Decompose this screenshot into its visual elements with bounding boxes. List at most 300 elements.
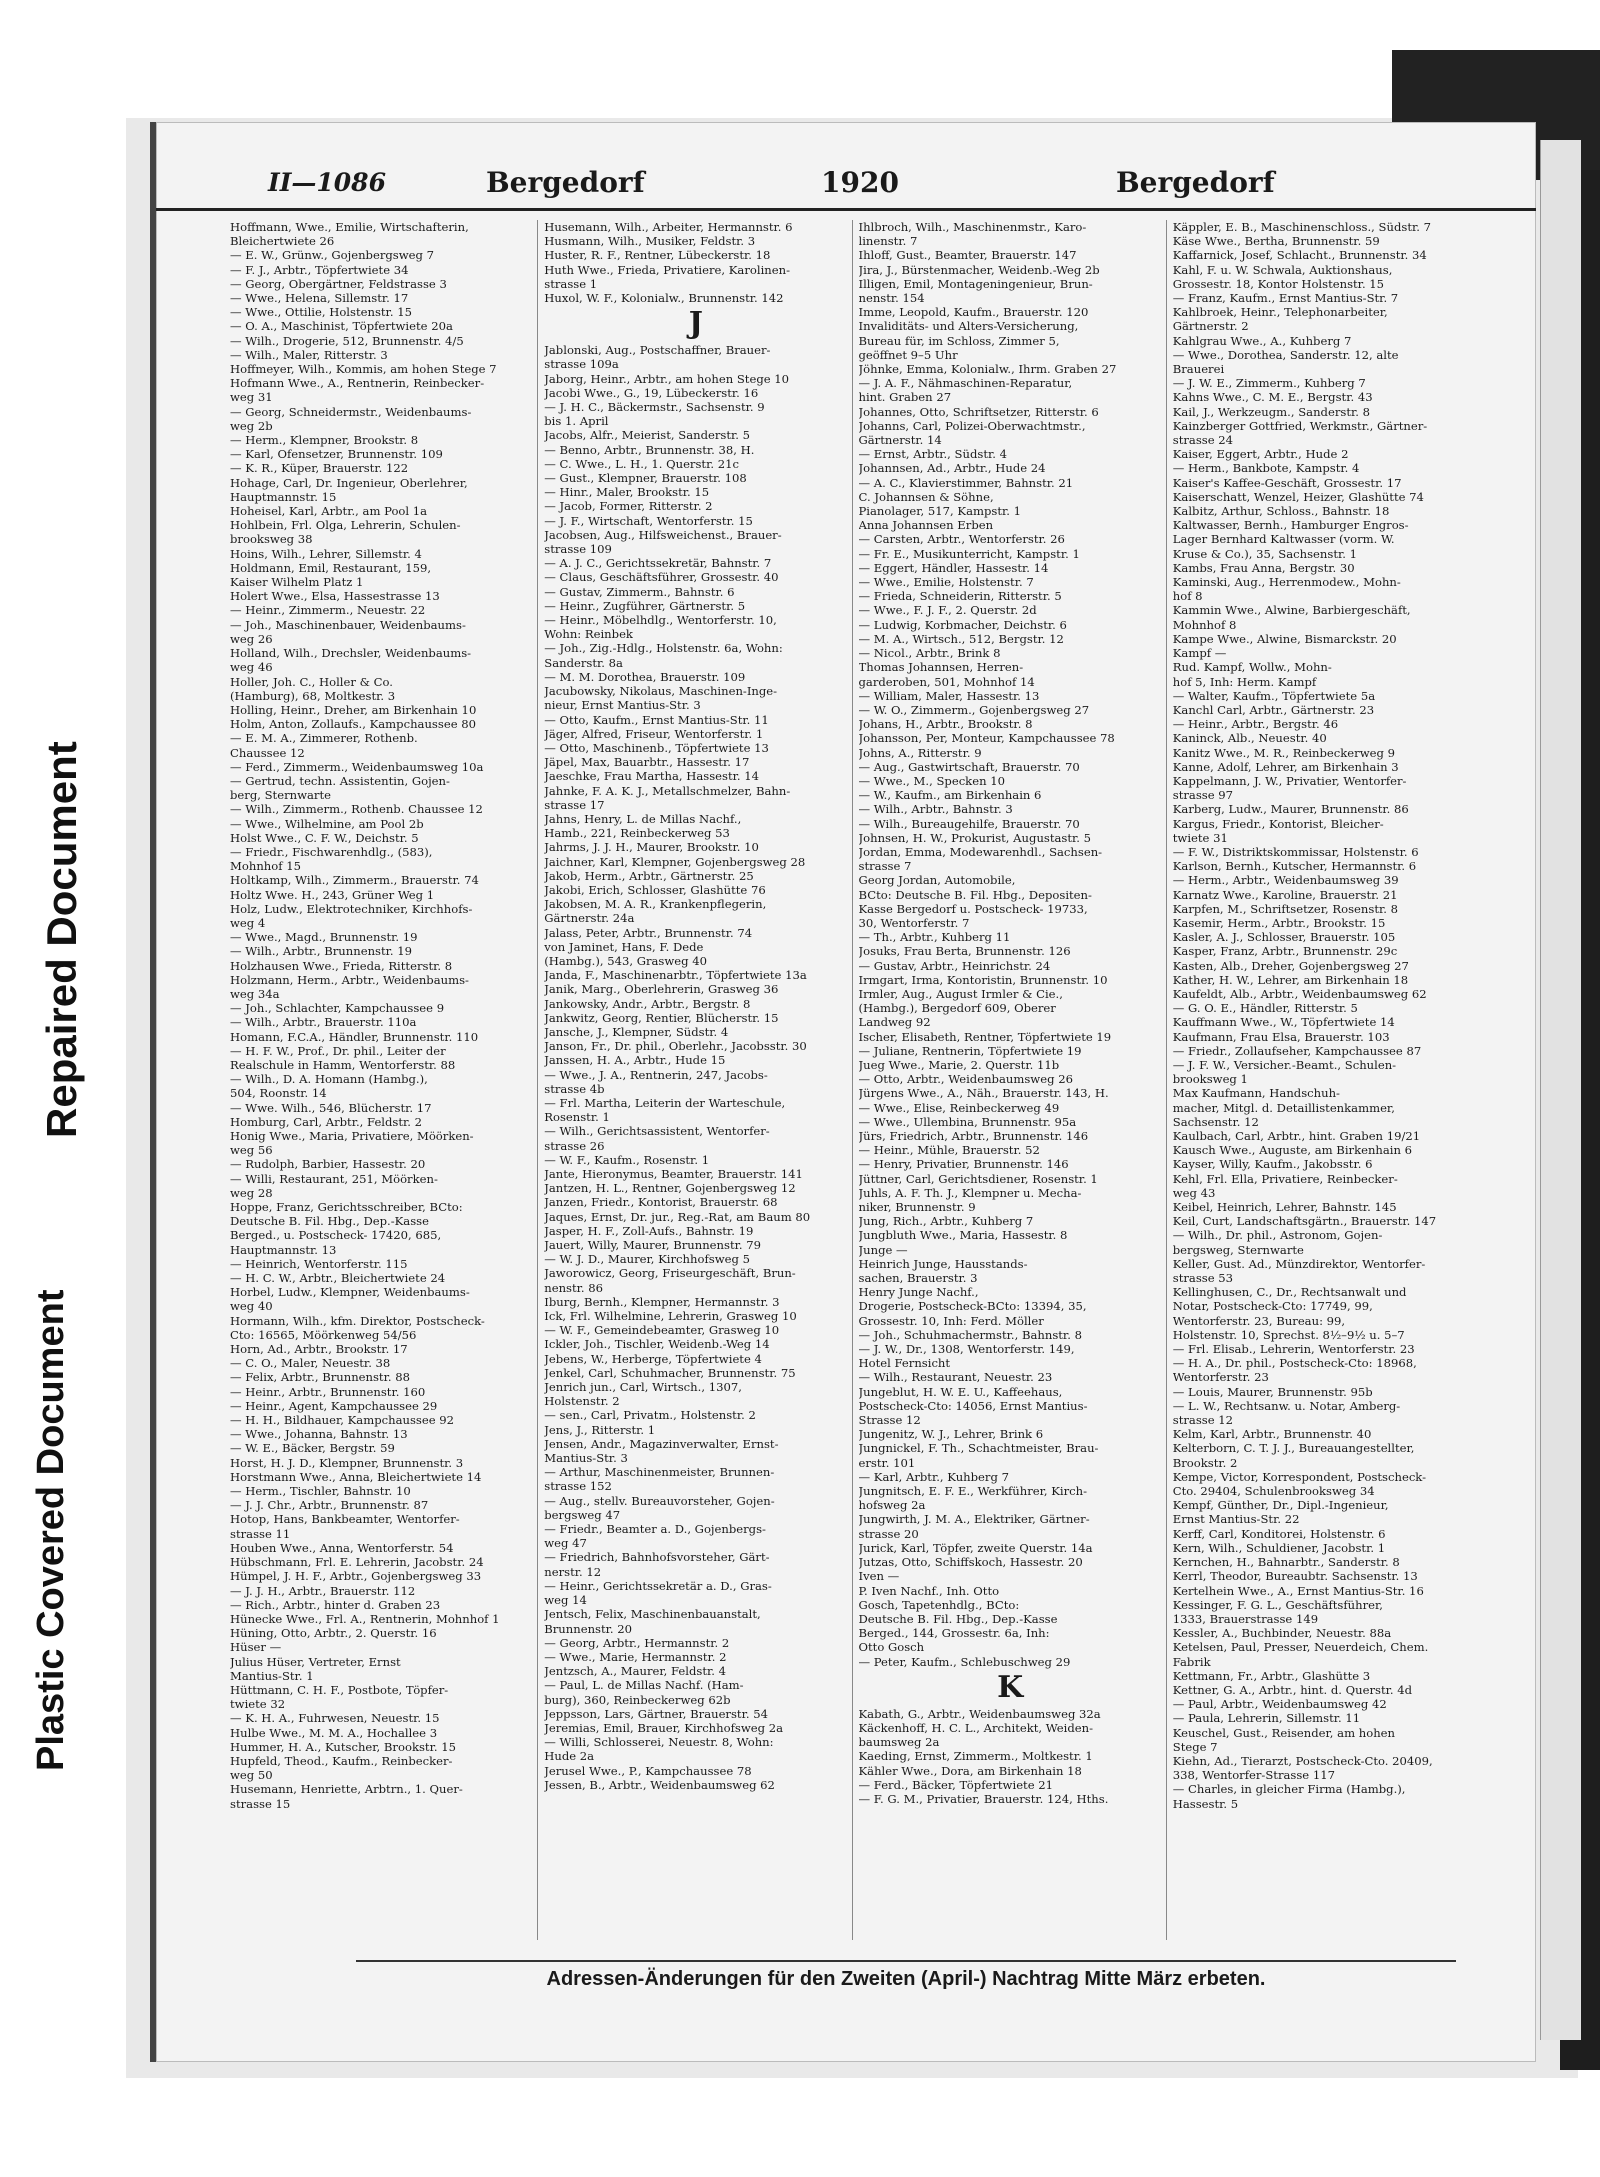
directory-entry: — L. W., Rechtsanw. u. Notar, Amberg- <box>1172 1398 1401 1413</box>
directory-entry: — M. A., Wirtsch., 512, Bergstr. 12 <box>858 631 1064 646</box>
directory-entry: Gosch, Tapetenhdlg., BCto: <box>858 1597 1020 1612</box>
directory-entry: Mantius-Str. 3 <box>544 1451 628 1466</box>
directory-entry: Kaffarnick, Josef, Schlacht., Brunnenstr. 34 <box>1172 248 1427 263</box>
directory-entry: Jenkel, Carl, Schuhmacher, Brunnenstr. 75 <box>544 1365 796 1380</box>
directory-entry: erstr. 101 <box>858 1455 916 1470</box>
directory-entry: Jacobsen, Aug., Hilfsweichenst., Brauer- <box>544 527 782 542</box>
directory-entry: — C. Wwe., L. H., 1. Querstr. 21c <box>544 456 739 471</box>
directory-entry: Kellinghusen, C., Dr., Rechtsanwalt und <box>1172 1285 1407 1300</box>
directory-entry: — H. C. W., Arbtr., Bleichertwiete 24 <box>230 1271 446 1286</box>
directory-entry: Kempf, Günther, Dr., Dipl.-Ingenieur, <box>1172 1498 1389 1513</box>
directory-entry: hofsweg 2a <box>858 1498 926 1513</box>
directory-entry: Mantius-Str. 1 <box>230 1668 314 1683</box>
directory-entry: Gärtnerstr. 2 <box>1172 319 1249 334</box>
column-3-lower <box>859 1707 1162 1806</box>
directory-entry: weg 28 <box>230 1185 273 1200</box>
directory-entry: — F. W., Distriktskommissar, Holstenstr. 6 <box>1172 844 1419 859</box>
directory-entry: Honig Wwe., Maria, Privatiere, Möörken- <box>230 1129 474 1143</box>
directory-entry: Hoins, Wilh., Lehrer, Sillemstr. 4 <box>230 546 422 561</box>
directory-entry: Homann, F.C.A., Händler, Brunnenstr. 110 <box>230 1029 479 1044</box>
directory-entry: — William, Maler, Hassestr. 13 <box>858 688 1040 703</box>
directory-entry: Berged., u. Postscheck- 17420, 685, <box>230 1228 442 1243</box>
directory-entry: Jahns, Henry, L. de Millas Nachf., <box>544 811 742 826</box>
directory-entry: weg 34a <box>230 986 280 1001</box>
directory-entry: Jungwirth, J. M. A., Elektriker, Gärtner- <box>858 1512 1090 1527</box>
directory-entry: — Aug., Gastwirtschaft, Brauerstr. 70 <box>858 759 1080 774</box>
directory-entry: Jeremias, Emil, Brauer, Kirchhofsweg 2a <box>544 1720 784 1735</box>
directory-entry: Landweg 92 <box>858 1015 931 1030</box>
column-3 <box>859 220 1167 1940</box>
directory-entry: weg 47 <box>544 1536 587 1551</box>
directory-entry: — A. J. C., Gerichtssekretär, Bahnstr. 7 <box>544 556 772 571</box>
directory-entry: Lager Bernhard Kaltwasser (vorm. W. <box>1172 532 1395 547</box>
directory-entry: Holstenstr. 10, Sprechst. 8½–9½ u. 5–7 <box>1172 1327 1405 1342</box>
directory-entry: Hummer, H. A., Kutscher, Brookstr. 15 <box>230 1739 456 1754</box>
directory-entry: Jante, Hieronymus, Beamter, Brauerstr. 141 <box>544 1167 803 1181</box>
directory-entry: Käppler, E. B., Maschinenschloss., Südstr. 7 <box>1172 220 1431 234</box>
directory-entry: Hamb., 221, Reinbeckerweg 53 <box>544 826 730 841</box>
directory-entry: twiete 32 <box>230 1697 286 1712</box>
directory-entry: Husemann, Wilh., Arbeiter, Hermannstr. 6 <box>544 220 793 234</box>
column-3-upper <box>859 220 1162 1669</box>
directory-entry: BCto: Deutsche B. Fil. Hbg., Depositen- <box>858 887 1092 902</box>
directory-entry: strasse 26 <box>544 1138 605 1153</box>
directory-entry: Iburg, Bernh., Klempner, Hermannstr. 3 <box>544 1294 780 1309</box>
directory-entry: — W. E., Bäcker, Bergstr. 59 <box>230 1441 395 1456</box>
directory-entry: — Wwe. Wilh., 546, Blücherstr. 17 <box>230 1100 432 1115</box>
directory-entry: Kasler, A. J., Schlosser, Brauerstr. 105 <box>1172 930 1396 945</box>
directory-entry: strasse 1 <box>544 276 598 291</box>
directory-entry: Juhls, A. F. Th. J., Klempner u. Mecha- <box>858 1185 1082 1200</box>
directory-entry: Ick, Frl. Wilhelmine, Lehrerin, Grasweg 10 <box>544 1309 797 1324</box>
directory-entry: — Friedr., Fischwarenhdlg., (583), <box>230 844 433 859</box>
directory-entry: — F. J., Arbtr., Töpfertwiete 34 <box>230 262 409 277</box>
directory-entry: Jaworowicz, Georg, Friseurgeschäft, Brun- <box>544 1266 796 1281</box>
directory-entry: Pianolager, 517, Kampstr. 1 <box>858 504 1022 519</box>
page-header <box>156 162 1536 211</box>
directory-entry: — Felix, Arbtr., Brunnenstr. 88 <box>230 1370 410 1385</box>
directory-entry: Kettner, G. A., Arbtr., hint. d. Querstr. 4d <box>1172 1682 1413 1697</box>
directory-entry: — Benno, Arbtr., Brunnenstr. 38, H. <box>544 442 755 457</box>
directory-entry: Kambs, Frau Anna, Bergstr. 30 <box>1172 560 1355 575</box>
directory-entry: — F. G. M., Privatier, Brauerstr. 124, Hths. <box>858 1791 1109 1806</box>
directory-entry: — Arthur, Maschinenmeister, Brunnen- <box>544 1465 775 1480</box>
column-1 <box>230 220 538 1940</box>
directory-entry: Jungnitsch, E. F. E., Werkführer, Kirch- <box>858 1484 1088 1499</box>
directory-entry: — W., Kaufm., am Birkenhain 6 <box>858 788 1042 803</box>
directory-entry: Jutzas, Otto, Schiffskoch, Hassestr. 20 <box>858 1555 1083 1570</box>
directory-entry: Kertelhein Wwe., A., Ernst Mantius-Str. 16 <box>1172 1583 1424 1598</box>
directory-entry: Rosenstr. 1 <box>544 1110 610 1125</box>
directory-entry: Henry Junge Nachf., <box>858 1285 979 1300</box>
directory-entry: Kettmann, Fr., Arbtr., Glashütte 3 <box>1172 1668 1371 1683</box>
directory-entry: Jasper, H. F., Zoll-Aufs., Bahnstr. 19 <box>544 1223 754 1238</box>
directory-entry: Grossestr. 10, Inh: Ferd. Möller <box>858 1313 1044 1328</box>
directory-entry: Brookstr. 2 <box>1172 1455 1238 1470</box>
directory-entry: Iven — <box>858 1569 900 1584</box>
directory-entry: Bureau für, im Schloss, Zimmer 5, <box>858 333 1060 348</box>
directory-entry: — Wwe., M., Specken 10 <box>858 773 1005 788</box>
directory-entry: — Herm., Tischler, Bahnstr. 10 <box>230 1484 411 1499</box>
directory-entry: geöffnet 9–5 Uhr <box>858 347 958 362</box>
directory-entry: nenstr. 86 <box>544 1280 604 1295</box>
directory-entry: — Friedr., Beamter a. D., Gojenbergs- <box>544 1522 766 1537</box>
directory-entry: — Heinr., Möbelhdlg., Wentorferstr. 10, <box>544 613 777 628</box>
directory-entry: — Wilh., Arbtr., Brauerstr. 110a <box>230 1015 417 1030</box>
directory-entry: — Wilh., Dr. phil., Astronom, Gojen- <box>1172 1228 1383 1243</box>
directory-entry: — Frl. Martha, Leiterin der Warteschule, <box>544 1095 786 1110</box>
directory-entry: Thomas Johannsen, Herren- <box>858 660 1024 675</box>
directory-entry: Kail, J., Werkzeugm., Sanderstr. 8 <box>1172 404 1370 419</box>
directory-entry: Jäger, Alfred, Friseur, Wentorferstr. 1 <box>544 726 764 741</box>
directory-entry: Fabrik <box>1172 1654 1211 1669</box>
directory-entry: — Wilh., Arbtr., Brunnenstr. 19 <box>230 944 413 959</box>
directory-entry: Holler, Joh. C., Holler & Co. <box>230 674 393 689</box>
directory-entry: 504, Roonstr. 14 <box>230 1086 327 1101</box>
directory-entry: — Otto, Kaufm., Ernst Mantius-Str. 11 <box>544 712 769 727</box>
directory-entry: hof 8 <box>1172 589 1203 604</box>
directory-entry: strasse 152 <box>544 1479 612 1494</box>
directory-entry: Käse Wwe., Bertha, Brunnenstr. 59 <box>1172 234 1380 249</box>
directory-entry: P. Iven Nachf., Inh. Otto <box>858 1583 1000 1598</box>
directory-entry: — J. J. Chr., Arbtr., Brunnenstr. 87 <box>230 1498 429 1513</box>
directory-entry: Jurick, Karl, Töpfer, zweite Querstr. 14a <box>858 1540 1093 1555</box>
directory-entry: Kabath, G., Arbtr., Weidenbaumsweg 32a <box>858 1706 1101 1721</box>
directory-entry: Hassestr. 5 <box>1172 1796 1239 1811</box>
directory-entry: Jira, J., Bürstenmacher, Weidenb.-Weg 2b <box>858 262 1100 277</box>
directory-entry: Jacubowsky, Nikolaus, Maschinen-Inge- <box>544 684 778 699</box>
directory-entry: Holz, Ludw., Elektrotechniker, Kirchhofs- <box>230 901 473 916</box>
directory-entry: — Charles, in gleicher Firma (Hambg.), <box>1172 1782 1406 1797</box>
directory-entry: Junge — <box>858 1242 908 1257</box>
directory-entry: Hünecke Wwe., Frl. A., Rentnerin, Mohnhof 1 <box>230 1611 500 1626</box>
directory-entry: Huster, R. F., Rentner, Lübeckerstr. 18 <box>544 248 771 263</box>
directory-entry: hof 5, Inh: Herm. Kampf <box>1172 674 1317 689</box>
directory-entry: Johns, A., Ritterstr. 9 <box>858 745 982 760</box>
directory-entry: bergsweg, Sternwarte <box>1172 1242 1304 1257</box>
directory-entry: — Wwe., Marie, Hermannstr. 2 <box>544 1649 727 1664</box>
directory-entry: Jacobs, Alfr., Meierist, Sanderstr. 5 <box>544 428 751 443</box>
directory-entry: strasse 97 <box>1172 788 1234 803</box>
directory-entry: Kaufeldt, Alb., Arbtr., Weidenbaumsweg 62 <box>1172 986 1427 1001</box>
directory-entry: — sen., Carl, Privatm., Holstenstr. 2 <box>544 1408 756 1423</box>
directory-entry: — Paula, Lehrerin, Sillemstr. 11 <box>1172 1711 1361 1726</box>
directory-entry: — Frieda, Schneiderin, Ritterstr. 5 <box>858 589 1062 604</box>
directory-entry: — Karl, Ofensetzer, Brunnenstr. 109 <box>230 447 443 462</box>
running-head-left: Bergedorf <box>486 166 645 199</box>
directory-entry: — J. F., Wirtschaft, Wentorferstr. 15 <box>544 513 753 528</box>
directory-entry: strasse 12 <box>1172 1413 1234 1428</box>
directory-entry: Kaiser's Kaffee-Geschäft, Grossestr. 17 <box>1172 475 1402 490</box>
directory-entry: Brunnenstr. 20 <box>544 1621 633 1636</box>
directory-entry: Ischer, Elisabeth, Rentner, Töpfertwiete 19 <box>858 1029 1112 1044</box>
directory-entry: Jauert, Willy, Maurer, Brunnenstr. 79 <box>544 1238 762 1253</box>
directory-entry: Stege 7 <box>1172 1739 1218 1754</box>
directory-entry: Jalass, Peter, Arbtr., Brunnenstr. 74 <box>544 925 753 940</box>
directory-entry: Ernst Mantius-Str. 22 <box>1172 1512 1300 1527</box>
directory-entry: hint. Graben 27 <box>858 390 952 405</box>
directory-entry: Hoheisel, Karl, Arbtr., am Pool 1a <box>230 504 428 519</box>
directory-entry: Keuschel, Gust., Reisender, am hohen <box>1172 1725 1396 1740</box>
directory-entry: weg 31 <box>230 390 273 405</box>
directory-entry: weg 40 <box>230 1299 273 1314</box>
directory-entry: Kaiser, Eggert, Arbtr., Hude 2 <box>1172 447 1349 462</box>
directory-entry: — Herm., Arbtr., Weidenbaumsweg 39 <box>1172 873 1399 888</box>
directory-entry: — Juliane, Rentnerin, Töpfertwiete 19 <box>858 1043 1082 1058</box>
directory-entry: C. Johannsen & Söhne, <box>858 489 994 504</box>
directory-entry: — Wilh., D. A. Homann (Hambg.), <box>230 1072 428 1087</box>
column-2-lower <box>544 343 847 1792</box>
directory-entry: Sanderstr. 8a <box>544 655 623 670</box>
directory-entry: Holzhausen Wwe., Frieda, Ritterstr. 8 <box>230 958 453 973</box>
directory-entry: Wentorferstr. 23 <box>1172 1370 1269 1385</box>
directory-entry: Jürs, Friedrich, Arbtr., Brunnenstr. 146 <box>858 1129 1089 1143</box>
directory-entry: Kähler Wwe., Dora, am Birkenhain 18 <box>858 1763 1082 1778</box>
directory-entry: — Willi, Restaurant, 251, Möörken- <box>230 1171 438 1186</box>
directory-entry: Jeppsson, Lars, Gärtner, Brauerstr. 54 <box>544 1706 768 1721</box>
directory-entry: — Wilh., Zimmerm., Rothenb. Chaussee 12 <box>230 802 483 817</box>
directory-entry: Janzen, Friedr., Kontorist, Brauerstr. 68 <box>544 1195 778 1210</box>
directory-entry: Jäpel, Max, Bauarbtr., Hassestr. 17 <box>544 755 750 770</box>
directory-entry: — Ferd., Zimmerm., Weidenbaumsweg 10a <box>230 759 484 774</box>
directory-entry: Kerff, Carl, Konditorei, Holstenstr. 6 <box>1172 1526 1386 1541</box>
directory-entry: — Karl, Arbtr., Kuhberg 7 <box>858 1469 1009 1484</box>
directory-entry: Horst, H. J. D., Klempner, Brunnenstr. 3 <box>230 1455 464 1470</box>
directory-entry: — Wwe., J. A., Rentnerin, 247, Jacobs- <box>544 1067 768 1082</box>
directory-entry: twiete 31 <box>1172 830 1228 845</box>
directory-entry: strasse 7 <box>858 859 912 874</box>
directory-entry: Holzmann, Herm., Arbtr., Weidenbaums- <box>230 972 469 987</box>
directory-entry: — Joh., Zig.-Hdlg., Holstenstr. 6a, Wohn: <box>544 641 783 656</box>
directory-entry: Houben Wwe., Anna, Wentorferstr. 54 <box>230 1540 454 1555</box>
page-number: II—1086 <box>268 168 386 197</box>
directory-entry: Janssen, H. A., Arbtr., Hude 15 <box>544 1053 726 1068</box>
directory-entry: Bleichertwiete 26 <box>230 234 335 249</box>
directory-entry: Hübschmann, Frl. E. Lehrerin, Jacobstr. 24 <box>230 1555 484 1570</box>
directory-entry: Holling, Heinr., Dreher, am Birkenhain 10 <box>230 702 477 717</box>
directory-entry: Jungeblut, H. W. E. U., Kaffeehaus, <box>858 1384 1063 1399</box>
directory-entry: Kainzberger Gottfried, Werkmstr., Gärtner- <box>1172 418 1428 433</box>
directory-entry: Deutsche B. Fil. Hbg., Dep.-Kasse <box>230 1214 429 1229</box>
directory-entry: brooksweg 1 <box>1172 1072 1248 1087</box>
directory-entry: — Wwe., Ullembina, Brunnenstr. 95a <box>858 1114 1077 1129</box>
directory-entry: Jakobsen, M. A. R., Krankenpflegerin, <box>544 897 767 912</box>
directory-entry: Karberg, Ludw., Maurer, Brunnenstr. 86 <box>1172 802 1409 817</box>
directory-entry: Janik, Marg., Oberlehrerin, Grasweg 36 <box>544 982 779 997</box>
year: 1920 <box>821 166 899 199</box>
section-letter-j: J <box>688 306 703 342</box>
directory-entry: Janda, F., Maschinenarbtr., Töpfertwiete 13a <box>544 968 807 983</box>
directory-entry: Hüning, Otto, Arbtr., 2. Querstr. 16 <box>230 1626 437 1641</box>
directory-entry: Jaeschke, Frau Martha, Hassestr. 14 <box>544 769 760 784</box>
directory-entry: Kasse Bergedorf u. Postscheck- 19733, <box>858 901 1088 916</box>
directory-entry: — Th., Arbtr., Kuhberg 11 <box>858 930 1011 945</box>
directory-entry: — Claus, Geschäftsführer, Grossestr. 40 <box>544 570 779 585</box>
directory-entry: Jankowsky, Andr., Arbtr., Bergstr. 8 <box>544 996 751 1011</box>
directory-entry: Mohnhof 15 <box>230 859 301 874</box>
directory-entry: macher, Mitgl. d. Detaillistenkammer, <box>1172 1100 1395 1115</box>
directory-entry: Hotop, Hans, Bankbeamter, Wentorfer- <box>230 1512 460 1527</box>
directory-entry: — Walter, Kaufm., Töpfertwiete 5a <box>1172 688 1376 703</box>
directory-entry: — Ferd., Bäcker, Töpfertwiete 21 <box>858 1777 1054 1792</box>
directory-entry: Jungenitz, W. J., Lehrer, Brink 6 <box>858 1427 1044 1442</box>
directory-entry: Kappelmann, J. W., Privatier, Wentorfer- <box>1172 773 1407 788</box>
directory-entry: Kasten, Alb., Dreher, Gojenbergsweg 27 <box>1172 958 1409 973</box>
directory-entry: Kempe, Victor, Korrespondent, Postscheck- <box>1172 1469 1427 1484</box>
directory-entry: — Carsten, Arbtr., Wentorferstr. 26 <box>858 532 1065 547</box>
directory-entry: Hofmann Wwe., A., Rentnerin, Reinbecker- <box>230 376 485 391</box>
directory-entry: Horstmann Wwe., Anna, Bleichertwiete 14 <box>230 1469 482 1484</box>
directory-entry: Kausch Wwe., Auguste, am Birkenhain 6 <box>1172 1143 1413 1158</box>
directory-entry: Johannsen, Ad., Arbtr., Hude 24 <box>858 461 1046 476</box>
directory-entry: — Joh., Schuhmachermstr., Bahnstr. 8 <box>858 1327 1082 1342</box>
directory-entry: — Ludwig, Korbmacher, Deichstr. 6 <box>858 617 1067 632</box>
directory-entry: strasse 17 <box>544 797 605 812</box>
directory-entry: Jentsch, Felix, Maschinenbauanstalt, <box>544 1607 761 1622</box>
directory-entry: nerstr. 12 <box>544 1564 602 1579</box>
directory-entry: Hauptmannstr. 15 <box>230 489 337 504</box>
directory-entry: — H. A., Dr. phil., Postscheck-Cto: 18968, <box>1172 1356 1417 1371</box>
directory-entry: Georg Jordan, Automobile, <box>858 873 1016 888</box>
directory-entry: Kruse & Co.), 35, Sachsenstr. 1 <box>1172 546 1357 561</box>
directory-entry: Huth Wwe., Frieda, Privatiere, Karolinen- <box>544 262 790 277</box>
column-2 <box>544 220 852 1940</box>
directory-entry: linenstr. 7 <box>858 234 918 249</box>
repaired-document-stamp: Repaired Document <box>38 741 85 1139</box>
directory-entry: Gärtnerstr. 24a <box>544 911 635 926</box>
directory-entry: Jensen, Andr., Magazinverwalter, Ernst- <box>544 1436 779 1451</box>
directory-entry: Hüttmann, C. H. F., Postbote, Töpfer- <box>230 1682 449 1697</box>
directory-entry: — Wwe., F. J. F., 2. Querstr. 2d <box>858 603 1037 618</box>
directory-entry: — Aug., stellv. Bureauvorsteher, Gojen- <box>544 1493 775 1508</box>
directory-entry: — Heinr., Gerichtssekretär a. D., Gras- <box>544 1578 772 1593</box>
directory-entry: weg 46 <box>230 660 273 675</box>
directory-entry: — Herm., Klempner, Brookstr. 8 <box>230 433 419 448</box>
directory-entry: Kaminski, Aug., Herrenmodew., Mohn- <box>1172 575 1401 590</box>
directory-entry: Hohlbein, Frl. Olga, Lehrerin, Schulen- <box>230 518 461 533</box>
directory-entry: Jaques, Ernst, Dr. jur., Reg.-Rat, am Baum 80 <box>544 1209 811 1224</box>
directory-entry: Kernchen, H., Bahnarbtr., Sanderstr. 8 <box>1172 1555 1400 1570</box>
directory-entry: Kampf — <box>1172 646 1227 661</box>
directory-entry: Homburg, Carl, Arbtr., Feldstr. 2 <box>230 1114 423 1129</box>
directory-entry: Deutsche B. Fil. Hbg., Dep.-Kasse <box>858 1611 1058 1626</box>
directory-entry: — Gust., Klempner, Brauerstr. 108 <box>544 471 747 486</box>
directory-entry: — Georg, Arbtr., Hermannstr. 2 <box>544 1635 730 1650</box>
directory-entry: strasse 53 <box>1172 1271 1234 1286</box>
directory-entry: — Rich., Arbtr., hinter d. Graben 23 <box>230 1597 441 1612</box>
directory-entry: — K. H. A., Fuhrwesen, Neuestr. 15 <box>230 1711 440 1726</box>
directory-page <box>150 122 1536 2062</box>
directory-entry: strasse 109a <box>544 357 619 372</box>
directory-entry: Hormann, Wilh., kfm. Direktor, Postscheck- <box>230 1313 485 1328</box>
directory-entry: (Hambg.), 543, Grasweg 40 <box>544 953 708 968</box>
directory-entry: Huxol, W. F., Kolonialw., Brunnenstr. 142 <box>544 291 784 306</box>
directory-entry: Jakobi, Erich, Schlosser, Glashütte 76 <box>544 882 766 897</box>
directory-entry: Johannes, Otto, Schriftsetzer, Ritterstr. 6 <box>858 404 1099 419</box>
directory-entry: Keil, Curt, Landschaftsgärtn., Brauerstr. 147 <box>1172 1214 1437 1229</box>
directory-entry: Hoffmeyer, Wilh., Kommis, am hohen Stege 7 <box>230 362 497 377</box>
directory-entry: Invaliditäts- und Alters-Versicherung, <box>858 319 1079 334</box>
directory-entry: — Wwe., Ottilie, Holstenstr. 15 <box>230 305 412 320</box>
directory-entry: Keibel, Heinrich, Lehrer, Bahnstr. 145 <box>1172 1200 1397 1215</box>
directory-entry: Anna Johannsen Erben <box>858 518 994 533</box>
directory-entry: — Georg, Obergärtner, Feldstrasse 3 <box>230 276 447 291</box>
directory-entry: — Wilh., Gerichtsassistent, Wentorfer- <box>544 1124 770 1139</box>
directory-entry: — Henry, Privatier, Brunnenstr. 146 <box>858 1157 1069 1172</box>
directory-entry: — Rudolph, Barbier, Hassestr. 20 <box>230 1157 426 1172</box>
directory-entry: — Heinr., Mühle, Brauerstr. 52 <box>858 1143 1040 1158</box>
directory-entry: Karnatz Wwe., Karoline, Brauerstr. 21 <box>1172 887 1398 902</box>
directory-entry: baumsweg 2a <box>858 1735 940 1750</box>
directory-entry: Johans, H., Arbtr., Brookstr. 8 <box>858 717 1033 732</box>
directory-entry: — Gustav, Arbtr., Heinrichstr. 24 <box>858 958 1051 973</box>
directory-entry: Johnsen, H. W., Prokurist, Augustastr. 5 <box>858 830 1092 845</box>
directory-entry: Kampe Wwe., Alwine, Bismarckstr. 20 <box>1172 631 1397 646</box>
directory-entry: — Paul, L. de Millas Nachf. (Ham- <box>544 1678 744 1693</box>
directory-entry: Hüser — <box>230 1640 282 1655</box>
directory-entry: — Otto, Maschinenb., Töpfertwiete 13 <box>544 740 769 755</box>
directory-entry: Kahlgrau Wwe., A., Kuhberg 7 <box>1172 333 1352 348</box>
column-2-upper <box>544 220 847 305</box>
directory-entry: Kargus, Friedr., Kontorist, Bleicher- <box>1172 816 1384 831</box>
directory-entry: Kaninck, Alb., Neuestr. 40 <box>1172 731 1327 746</box>
directory-entry: Käckenhoff, H. C. L., Architekt, Weiden- <box>858 1720 1093 1735</box>
directory-entry: Holland, Wilh., Drechsler, Weidenbaums- <box>230 646 472 661</box>
directory-entry: Kaeding, Ernst, Zimmerm., Moltkestr. 1 <box>858 1749 1093 1764</box>
directory-entry: Jüttner, Carl, Gerichtsdiener, Rosenstr. 1 <box>858 1171 1098 1186</box>
directory-entry: 30, Wentorferstr. 7 <box>858 915 970 930</box>
directory-entry: Holst Wwe., C. F. W., Deichstr. 5 <box>230 830 419 845</box>
directory-entry: Postscheck-Cto: 14056, Ernst Mantius- <box>858 1398 1088 1413</box>
directory-entry: Kahns Wwe., C. M. E., Bergstr. 43 <box>1172 390 1373 405</box>
directory-entry: — Fr. E., Musikunterricht, Kampstr. 1 <box>858 546 1080 561</box>
directory-entry: — W. F., Kaufm., Rosenstr. 1 <box>544 1152 710 1167</box>
directory-entry: — H. F. W., Prof., Dr. phil., Leiter der <box>230 1043 446 1058</box>
directory-entry: Jankwitz, Georg, Rentier, Blücherstr. 15 <box>544 1010 779 1025</box>
directory-entry: Mohnhof 8 <box>1172 617 1237 632</box>
directory-entry: — Otto, Arbtr., Weidenbaumsweg 26 <box>858 1072 1073 1087</box>
directory-entry: Sachsenstr. 12 <box>1172 1114 1259 1129</box>
directory-entry: weg 2b <box>230 418 273 433</box>
directory-entry: Jantzen, H. L., Rentner, Gojenbergsweg 12 <box>544 1181 796 1196</box>
directory-entry: Jerusel Wwe., P., Kampchaussee 78 <box>544 1763 752 1778</box>
directory-entry: garderoben, 501, Mohnhof 14 <box>858 674 1035 689</box>
directory-entry: bis 1. April <box>544 414 609 429</box>
directory-entry: weg 26 <box>230 631 273 646</box>
directory-entry: — Wwe., Helena, Sillemstr. 17 <box>230 291 409 306</box>
directory-entry: Cto. 29404, Schulenbrooksweg 34 <box>1172 1484 1375 1499</box>
directory-entry: Jentzsch, A., Maurer, Feldstr. 4 <box>544 1664 727 1679</box>
directory-entry: Holdmann, Emil, Restaurant, 159, <box>230 560 432 575</box>
directory-entry: Jessen, B., Arbtr., Weidenbaumsweg 62 <box>544 1777 775 1792</box>
directory-entry: weg 14 <box>544 1593 587 1608</box>
directory-entry: — Franz, Kaufm., Ernst Mantius-Str. 7 <box>1172 291 1399 306</box>
directory-entry: Max Kaufmann, Handschuh- <box>1172 1086 1340 1101</box>
directory-entry: strasse 11 <box>230 1526 291 1541</box>
directory-entry: nieur, Ernst Mantius-Str. 3 <box>544 698 701 713</box>
directory-entry: Jahnke, F. A. K. J., Metallschmelzer, Bahn- <box>544 783 791 798</box>
directory-entry: — Joh., Maschinenbauer, Weidenbaums- <box>230 617 466 632</box>
directory-entry: strasse 24 <box>1172 433 1234 448</box>
directory-entry: Kerrl, Theodor, Bureaubtr. Sachsenstr. 13 <box>1172 1569 1418 1584</box>
directory-entry: — Peter, Kaufm., Schlebuschweg 29 <box>858 1654 1071 1669</box>
directory-entry: — W. J. D., Maurer, Kirchhofsweg 5 <box>544 1252 750 1267</box>
directory-entry: Grossestr. 18, Kontor Holstenstr. 15 <box>1172 276 1385 291</box>
directory-entry: burg), 360, Reinbeckerweg 62b <box>544 1692 731 1707</box>
directory-entry: Kehl, Frl. Ella, Privatiere, Reinbecker- <box>1172 1171 1398 1186</box>
directory-entry: Jahrms, J. J. H., Maurer, Brookstr. 10 <box>544 840 759 855</box>
directory-entry: Jungbluth Wwe., Maria, Hassestr. 8 <box>858 1228 1068 1243</box>
